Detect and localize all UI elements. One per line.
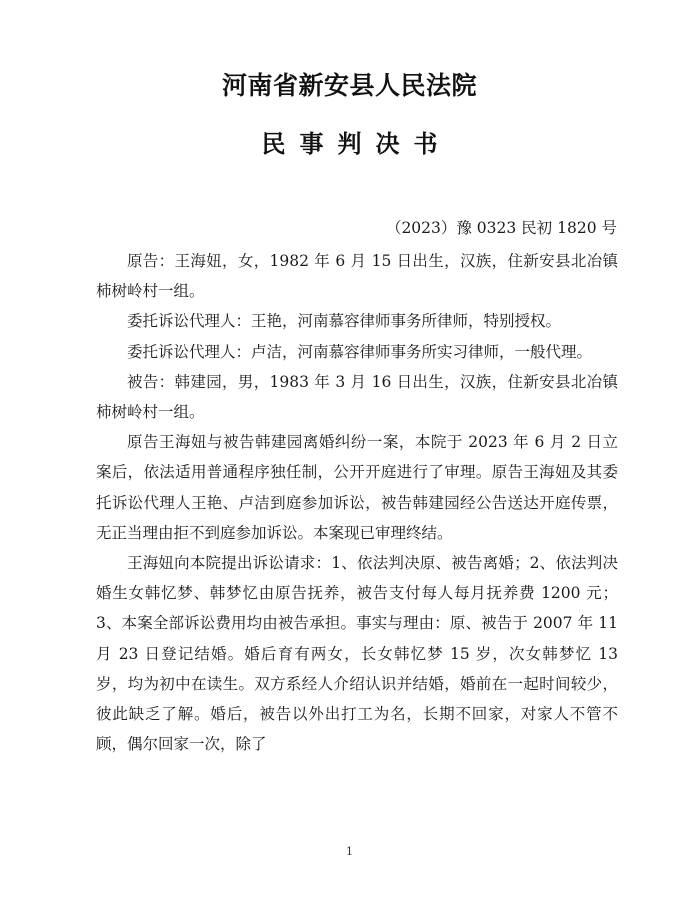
- agent-paragraph-2: 委托诉讼代理人：卢洁，河南慕容律师事务所实习律师，一般代理。: [127, 342, 593, 361]
- document-body: [96, 246, 618, 759]
- page-number: 1: [346, 845, 353, 858]
- claims-paragraph: 王海妞向本院提出诉讼请求：1、依法判决原、被告离婚；2、依法判决婚生女韩忆梦、韩梦忆由原告抚养，被告支付每人每月抚养费 1200 元；3、本案全部诉讼费用均由被告承担。事实与理由：原、被告于 2007 年 11 月 23 日登记结婚。婚后育有两女，长女韩忆梦 15 岁，次女韩梦忆 13 岁，均为初中在读生。双方系经人介绍认识并结婚，婚前在一起时间较少，彼此缺乏了解。婚后，被告以外出打工为名，长期不回家，对家人不管不顾，偶尔回家一次，除了: [96, 554, 618, 754]
- court-name: 河南省新安县人民法院: [221, 71, 477, 100]
- plaintiff-paragraph: 原告：王海妞，女，1982 年 6 月 15 日出生，汉族，住新安县北冶镇柿树岭村一组。: [96, 252, 618, 301]
- case-summary-paragraph: 原告王海妞与被告韩建园离婚纠纷一案，本院于 2023 年 6 月 2 日立案后，依法适用普通程序独任制，公开开庭进行了审理。原告王海妞及其委托诉讼代理人王艳、卢洁到庭参加诉讼，被告韩建园经公告送达开庭传票，无正当理由拒不到庭参加诉讼。本案现已审理终结。: [96, 433, 618, 542]
- case-number: （2023）豫 0323 民初 1820 号: [385, 219, 617, 237]
- defendant-paragraph: 被告：韩建园，男，1983 年 3 月 16 日出生，汉族，住新安县北冶镇柿树岭村一组。: [96, 372, 618, 422]
- document-title: 民事判决书: [261, 129, 452, 158]
- agent-paragraph-1: 委托诉讼代理人：王艳，河南慕容律师事务所律师，特别授权。: [127, 312, 562, 331]
